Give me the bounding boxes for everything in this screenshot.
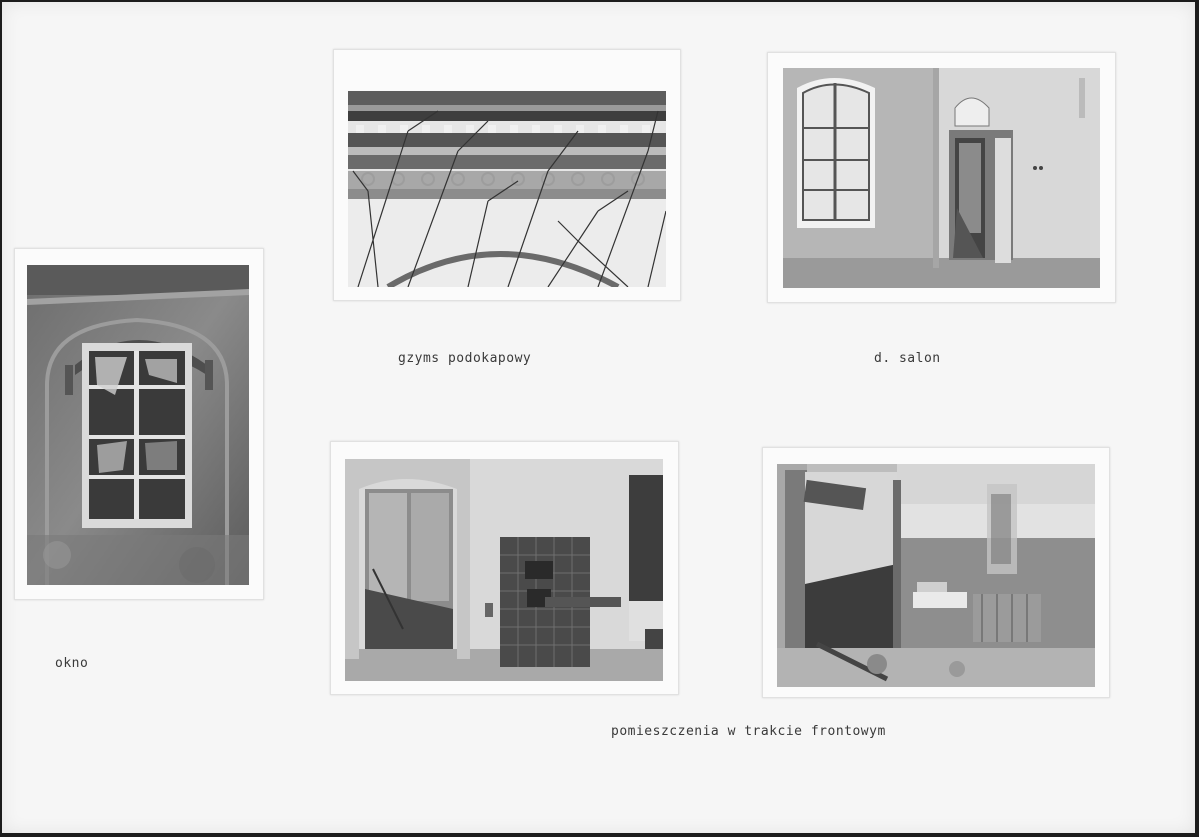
photo-window (14, 248, 264, 600)
caption-okno: okno (55, 656, 89, 671)
photo-former-salon (767, 52, 1116, 303)
salon-image (783, 68, 1100, 288)
caption-pomieszczenia: pomieszczenia w trakcie frontowym (611, 724, 886, 739)
stove-room-image (345, 459, 663, 681)
caption-d-salon: d. salon (874, 351, 941, 366)
album-page (2, 2, 1195, 833)
window-image (27, 265, 249, 585)
photo-stove-room (330, 441, 679, 695)
photo-eaves-cornice (333, 49, 681, 301)
cornice-image (348, 91, 666, 287)
sink-room-image (777, 464, 1095, 687)
photo-sink-room (762, 447, 1110, 698)
caption-gzyms-podokapowy: gzyms podokapowy (398, 351, 532, 366)
